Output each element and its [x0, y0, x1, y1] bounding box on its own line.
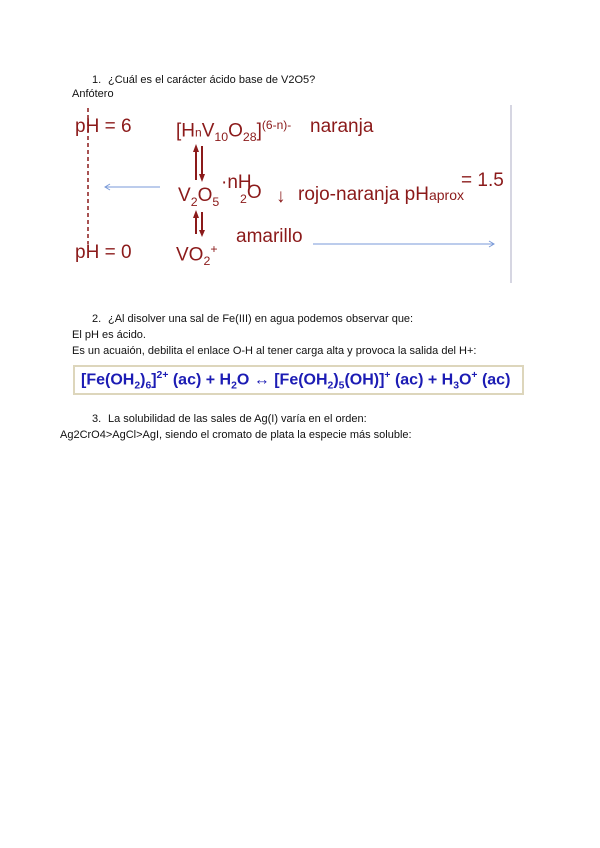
hydrate-label: ·nH: [221, 172, 252, 193]
q2-number: 2.: [92, 313, 102, 325]
hydrolysis-equation: $[Fe(OH_2)_6]^{2+}$ $(ac) + H_2O$ ↔ $[Fe(OH_2)_5(OH)]^+$ $(ac) + H_3O^+$ (ac): [81, 370, 511, 392]
v2o5-formula: $V_2O_5$: [178, 185, 220, 209]
ph-6-label: pH = 6: [75, 116, 132, 137]
q1-number: 1.: [92, 74, 102, 86]
equilibrium-arrows-top: [193, 144, 205, 182]
q2-answer-1: El pH es ácido.: [72, 329, 146, 341]
blue-right-arrow: [313, 241, 494, 247]
rojo-naranja-label: rojo-naranja pHaprox: [298, 184, 464, 205]
amarillo-label: amarillo: [236, 226, 303, 247]
precipitate-arrow-icon: ↓: [276, 186, 286, 207]
naranja-label: naranja: [310, 116, 374, 137]
decavanadate-formula: $[HnV_{10}O_{28}]^{(6-n)-}$: [176, 118, 292, 145]
q1-question: ¿Cuál es el carácter ácido base de V2O5?: [108, 74, 316, 86]
equilibrium-arrows-bottom: [193, 210, 205, 237]
vo2-formula: $VO_2^+$: [176, 242, 218, 269]
blue-left-arrow: [105, 184, 160, 190]
water-label: $_2$O: [240, 182, 262, 206]
q3-number: 3.: [92, 413, 102, 425]
q3-answer: Ag2CrO4>AgCl>AgI, siendo el cromato de plata la especie más soluble:: [60, 429, 412, 441]
ph-approx-value: = 1.5: [461, 170, 504, 191]
q2-answer-2: Es un acuaión, debilita el enlace O-H al tener carga alta y provoca la salida del H+:: [72, 345, 477, 357]
equation-box: [73, 365, 524, 395]
ph-0-label: pH = 0: [75, 242, 132, 263]
q3-question: La solubilidad de las sales de Ag(I) varía en el orden:: [108, 413, 367, 425]
q2-question: ¿Al disolver una sal de Fe(III) en agua podemos observar que:: [108, 313, 414, 325]
q1-answer: Anfótero: [72, 88, 114, 100]
